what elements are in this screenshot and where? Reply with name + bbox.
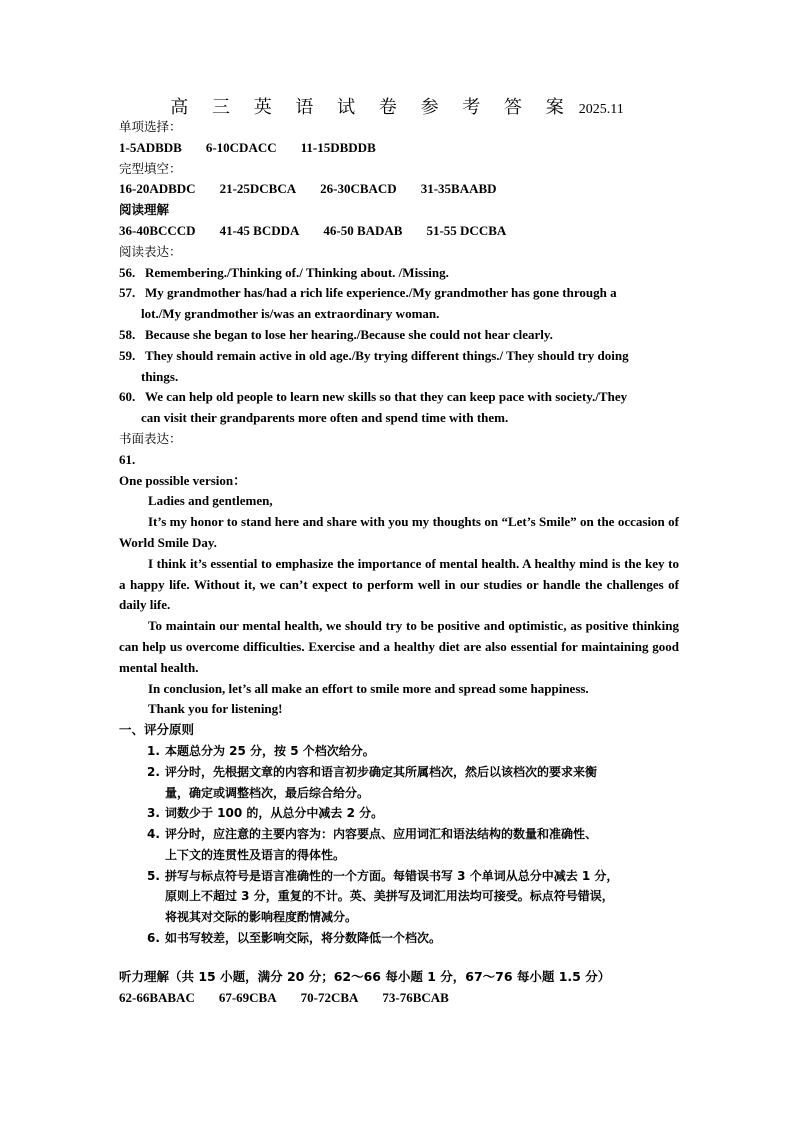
rule-text-cont: 原则上不超过 3 分，重复的不计。英、美拼写及词汇用法均可接受。标点符号错误， [165, 889, 614, 904]
expression-item-59 [119, 346, 679, 388]
item-text-cont: can visit their grandparents more often and spend time with them. [141, 410, 509, 426]
expression-item-60 [119, 387, 679, 429]
item-text: They should remain active in old age./By trying different things./ They should try doing [145, 347, 629, 363]
essay-paragraph: It’s my honor to stand here and share with you my thoughts on “Let’s Smile” on the occasion of World Smile Day. [119, 514, 679, 550]
rule-text: 如书写较差，以至影响交际，将分数降低一个档次。 [165, 931, 442, 946]
rule-text: 评分时，先根据文章的内容和语言初步确定其所属档次，然后以该档次的要求来衡 [165, 764, 598, 779]
answer-group: 70-72CBA [300, 989, 359, 1005]
scoring-rule-2 [119, 762, 679, 804]
listening-label: 听力理解（共 15 小题，满分 20 分；62～66 每小题 1 分，67～76 每小题 1.5 分） [119, 968, 611, 984]
version-label: One possible version： [119, 472, 247, 488]
item-number: 57. [119, 285, 136, 301]
rule-number: 5. [147, 868, 160, 883]
item-number: 59. [119, 347, 136, 363]
essay-closing: Thank you for listening! [148, 701, 283, 717]
scoring-heading: 一、评分原则 [119, 722, 195, 738]
rule-text: 拼写与标点符号是语言准确性的一个方面。每错误书写 3 个单词从总分中减去 1 分， [165, 868, 619, 883]
answer-group: 73-76BCAB [382, 989, 449, 1005]
scoring-rule-5 [119, 866, 679, 928]
item-text: My grandmother has/had a rich life experience./My grandmother has gone through a [145, 285, 617, 301]
answer-group: 1-5ADBDB [119, 139, 182, 155]
rule-text-cont: 上下文的连贯性及语言的得体性。 [165, 847, 346, 862]
essay-paragraph: In conclusion, let’s all make an effort to smile more and spread some happiness. [148, 680, 589, 696]
scoring-rule-6 [119, 928, 679, 949]
item-text: Because she began to lose her hearing./Because she could not hear clearly. [145, 326, 553, 342]
item-text: We can help old people to learn new skills so that they can keep pace with society./They [145, 389, 628, 405]
answer-group: 26-30CBACD [320, 181, 397, 197]
page-title [0, 93, 794, 119]
writing-number: 61. [119, 451, 136, 467]
rule-number: 6. [147, 931, 160, 946]
item-text-cont: things. [141, 368, 179, 384]
expression-label: 阅读表达： [119, 243, 182, 259]
reading-label: 阅读理解 [119, 202, 170, 218]
title-date: 2025.11 [578, 102, 624, 117]
essay-greeting: Ladies and gentlemen, [148, 493, 273, 509]
answer-group: 31-35BAABD [420, 181, 497, 197]
rule-text: 本题总分为 25 分，按 5 个档次给分。 [165, 743, 375, 758]
answer-group: 6-10CDACC [205, 139, 277, 155]
answer-group: 21-25DCBCA [219, 181, 297, 197]
reading-answers [119, 221, 679, 242]
listening-answers [119, 988, 679, 1009]
item-number: 60. [119, 389, 136, 405]
rule-text-cont: 量，确定或调整档次，最后综合给分。 [165, 785, 370, 800]
rule-number: 3. [147, 806, 160, 821]
rule-number: 1. [147, 743, 160, 758]
rule-text: 评分时，应注意的主要内容为：内容要点、应用词汇和语法结构的数量和准确性、 [165, 827, 598, 842]
rule-text-cont: 将视其对交际的影响程度酌情减分。 [165, 910, 358, 925]
answer-group: 51-55 DCCBA [426, 222, 507, 238]
cloze-answers [119, 179, 679, 200]
expression-item-57 [119, 283, 679, 325]
rule-number: 2. [147, 764, 160, 779]
item-number: 58. [119, 326, 136, 342]
essay-paragraph: To maintain our mental health, we should try to be positive and optimistic, as positive thinking can help us overcome difficulties. Exercise and a healthy diet are also essential for maintaining good mental health. [119, 618, 679, 675]
single-choice-label: 单项选择： [119, 119, 182, 134]
scoring-rule-3 [119, 803, 679, 824]
item-text-cont: lot./My grandmother is/was an extraordinary woman. [141, 306, 440, 322]
answer-content [119, 117, 679, 1008]
scoring-rule-4 [119, 824, 679, 866]
spacer [119, 949, 679, 967]
writing-label: 书面表达： [119, 430, 182, 446]
answer-group: 36-40BCCCD [119, 222, 196, 238]
expression-item-56 [119, 263, 679, 284]
answer-group: 16-20ADBDC [119, 181, 196, 197]
single-choice-answers [119, 138, 679, 159]
cloze-label: 完型填空： [119, 160, 182, 176]
answer-group: 67-69CBA [218, 989, 277, 1005]
answer-group: 62-66BABAC [119, 989, 195, 1005]
expression-item-58 [119, 325, 679, 346]
rule-text: 词数少于 100 的，从总分中减去 2 分。 [165, 806, 384, 821]
item-text: Remembering./Thinking of./ Thinking about. /Missing. [145, 264, 449, 280]
scoring-rule-1 [119, 741, 679, 762]
rule-number: 4. [147, 827, 160, 842]
item-number: 56. [119, 264, 136, 280]
title-text: 高 三 英 语 试 卷 参 考 答 案 [170, 97, 573, 118]
answer-group: 11-15DBDDB [300, 139, 376, 155]
essay-paragraph: I think it’s essential to emphasize the importance of mental health. A healthy mind is the key to a happy life. Without it, we can’t expect to perform well in our studies or handle the challenges of daily life. [119, 555, 679, 613]
answer-group: 46-50 BADAB [323, 222, 403, 238]
answer-group: 41-45 BCDDA [219, 222, 300, 238]
